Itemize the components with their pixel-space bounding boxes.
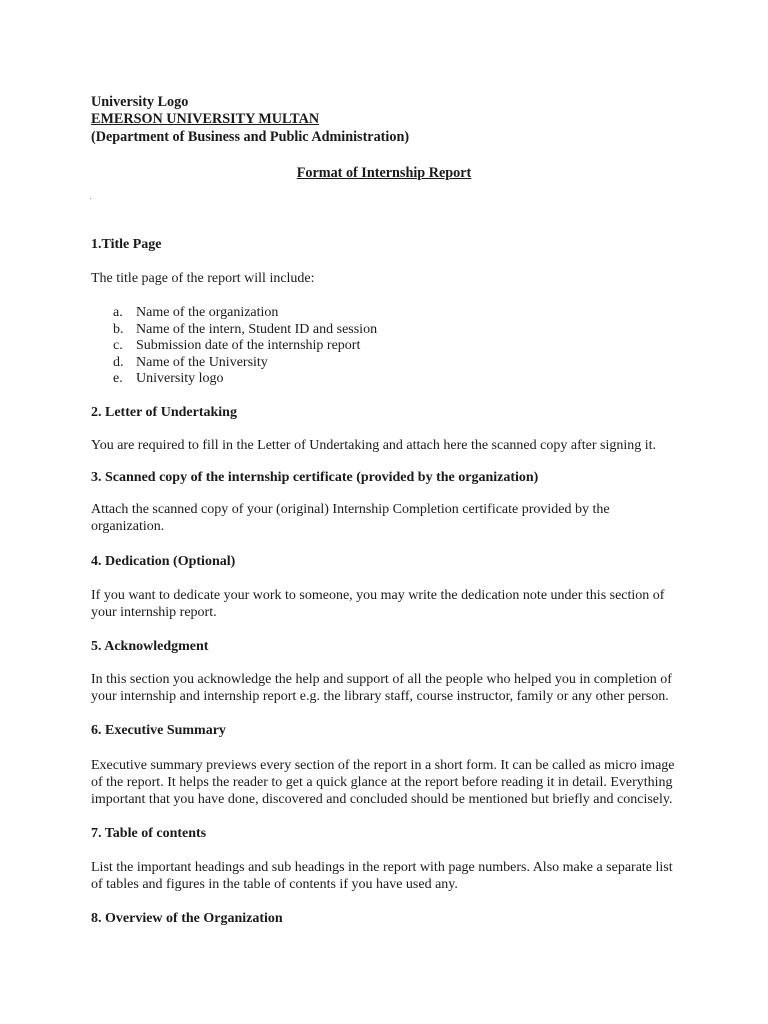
list-item-text: Name of the intern, Student ID and session [136,321,378,337]
list-item [91,371,377,388]
section-heading-organization-overview: 8. Overview of the Organization [91,911,283,926]
section-intro-title-page: The title page of the report will include: [91,271,315,286]
university-name-text: EMERSON UNIVERSITY MULTAN [91,111,320,127]
section-heading-acknowledgment: 5. Acknowledgment [91,639,209,654]
stray-mark [90,198,91,199]
list-item [91,322,377,339]
list-marker: a. [113,305,123,320]
section-body-certificate: Attach the scanned copy of your (original) Internship Completion certificate provided by the organization. [91,502,610,534]
section-body-letter-of-undertaking: You are required to fill in the Letter of Undertaking and attach here the scanned copy after signing it. [91,438,656,453]
list-item [91,305,377,322]
section-heading-certificate: 3. Scanned copy of the internship certificate (provided by the organization) [91,470,539,485]
section-heading-title-page: 1.Title Page [91,237,162,252]
list-item [91,355,377,372]
section-body-executive-summary: Executive summary previews every section of the report in a short form. It can be called as micro image of the report. It helps the reader to get a quick glance at the report before reading it in detail. Everything important that you have done, discovered and concluded should be mentioned but briefly and concisely. [91,758,675,807]
list-marker: b. [113,321,124,337]
section-body-acknowledgment: In this section you acknowledge the help and support of all the people who helped you in completion of your internship and internship report e.g. the library staff, course instructor, family or any other person. [91,672,672,704]
section-heading-dedication: 4. Dedication (Optional) [91,554,236,569]
list-item-text: University logo [136,371,224,386]
department-name: (Department of Business and Public Administration) [91,129,410,145]
section-heading-table-of-contents: 7. Table of contents [91,826,207,841]
list-item [91,338,377,355]
list-marker: d. [113,354,124,370]
section-heading-letter-of-undertaking: 2. Letter of Undertaking [91,405,237,420]
section-heading-executive-summary: 6. Executive Summary [91,723,226,738]
document-title [0,165,768,182]
list-item-text: Name of the organization [136,305,279,320]
section-body-table-of-contents: List the important headings and sub headings in the report with page numbers. Also make a separate list of tables and figures in the table of contents if you have used any. [91,860,673,892]
list-item-text: Submission date of the internship report [136,338,361,353]
list-marker: e. [113,371,123,386]
list-item-text: Name of the University [136,354,268,370]
document-title-text: Format of Internship Report [296,165,472,181]
university-name [91,111,319,128]
university-logo-line: University Logo [91,94,189,110]
title-page-items-list [91,305,377,388]
section-body-dedication: If you want to dedicate your work to someone, you may write the dedication note under this section of your internship report. [91,588,665,620]
list-marker: c. [113,338,123,353]
